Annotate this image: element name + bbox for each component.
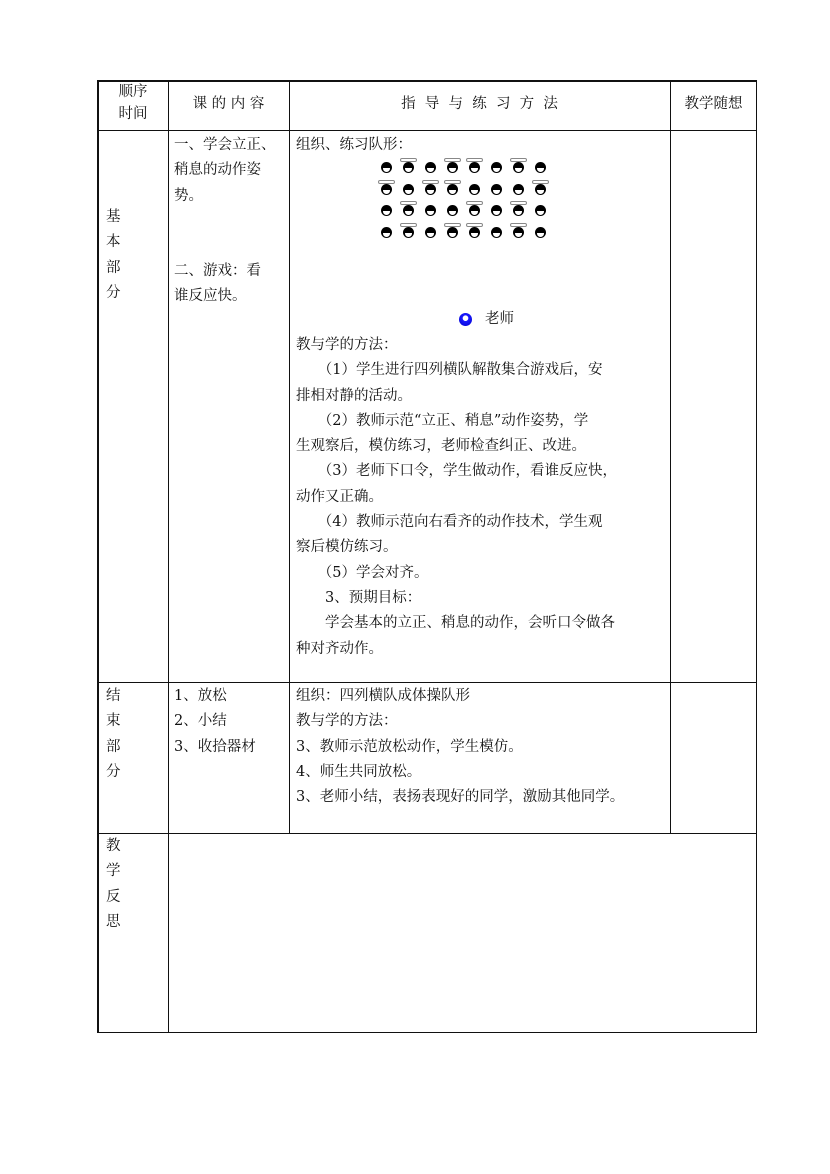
boy-icon [535, 205, 546, 216]
girl-icon [403, 227, 414, 238]
label-char: 部 [106, 259, 121, 276]
boy-icon [425, 227, 436, 238]
boy-icon [491, 184, 502, 195]
label-char: 思 [106, 913, 121, 930]
girl-icon [381, 184, 392, 195]
label-char: 教 [106, 838, 121, 854]
boy-icon [535, 162, 546, 173]
girl-icon [513, 227, 524, 238]
girl-icon [403, 162, 414, 173]
divider [168, 82, 169, 833]
girl-icon [447, 184, 458, 195]
girl-icon [469, 205, 480, 216]
method-line: 3、教师示范放松动作，学生模仿。 [296, 738, 523, 755]
method-line: 排相对静的活动。 [296, 387, 412, 404]
boy-icon [491, 227, 502, 238]
end-content [174, 684, 256, 760]
method-line: 动作又正确。 [296, 488, 383, 505]
boy-icon [403, 184, 414, 195]
basic-methods [296, 333, 617, 662]
header-text: 顺序 [118, 84, 148, 100]
label-char: 反 [106, 888, 121, 905]
header-order-time [99, 81, 167, 125]
content-line: 二、游戏：看 [174, 262, 261, 279]
header-text: 时间 [118, 106, 148, 122]
girl-icon [469, 227, 480, 238]
content-line: 3、收拾器材 [174, 738, 256, 755]
boy-icon [381, 227, 392, 238]
method-line: 教与学的方法： [296, 337, 398, 353]
basic-content [174, 133, 276, 309]
divider [168, 833, 169, 1033]
divider [289, 82, 290, 833]
girl-icon [447, 227, 458, 238]
teacher-label: 老师 [485, 311, 514, 327]
label-char: 分 [106, 284, 121, 301]
method-line: 学会基本的立正、稍息的动作，会听口令做各 [296, 615, 615, 632]
boy-icon [491, 162, 502, 173]
boy-icon [425, 205, 436, 216]
boy-icon [381, 162, 392, 173]
divider [670, 82, 671, 833]
method-line: 生观察后，模仿练习，老师检查纠正、改进。 [296, 438, 586, 455]
method-line: 种对齐动作。 [296, 640, 383, 657]
divider [99, 682, 756, 683]
content-line: 一、学会立正、 [174, 137, 276, 153]
header-content: 课 的 内 容 [192, 96, 265, 112]
section-label-reflection [106, 834, 121, 935]
label-char: 部 [106, 738, 121, 755]
method-line: （2）教师示范“立正、稍息”动作姿势，学 [296, 412, 589, 429]
boy-icon [447, 205, 458, 216]
divider [99, 130, 756, 131]
girl-icon [425, 184, 436, 195]
method-line: （5）学会对齐。 [296, 564, 429, 581]
boy-icon [469, 184, 480, 195]
content-line: 2、小结 [174, 713, 227, 730]
header-notes: 教学随想 [684, 96, 743, 112]
method-line: 3、预期目标： [296, 589, 422, 606]
method-line: 察后模仿练习。 [296, 539, 398, 556]
label-char: 本 [106, 234, 121, 251]
girl-icon [535, 184, 546, 195]
label-char: 结 [106, 688, 121, 704]
method-line: 组织：四列横队成体操队形 [296, 688, 470, 704]
boy-icon [535, 227, 546, 238]
method-line: 3、老师小结，表扬表现好的同学，激励其他同学。 [296, 789, 625, 806]
method-line: 教与学的方法： [296, 713, 398, 730]
girl-icon [403, 205, 414, 216]
boy-icon [425, 162, 436, 173]
boy-icon [513, 184, 524, 195]
girl-icon [513, 205, 524, 216]
method-line: （4）教师示范向右看齐的动作技术，学生观 [296, 514, 603, 531]
method-line: （1）学生进行四列横队解散集合游戏后，安 [296, 362, 603, 379]
content-line: 1、放松 [174, 688, 227, 704]
label-char: 束 [106, 713, 121, 730]
content-line: 谁反应快。 [174, 288, 247, 305]
section-label-end [106, 684, 121, 785]
end-methods [296, 684, 624, 810]
section-label-basic [106, 205, 121, 306]
method-line: （3）老师下口令，学生做动作，看谁反应快， [296, 463, 617, 480]
divider [99, 833, 756, 834]
boy-icon [491, 205, 502, 216]
teacher-icon [459, 313, 472, 326]
content-line: 稍息的动作姿 [174, 162, 261, 179]
method-line: 4、师生共同放松。 [296, 763, 422, 780]
boy-icon [381, 205, 392, 216]
formation-label: 组织、练习队形： [296, 137, 412, 153]
label-char: 分 [106, 763, 121, 780]
label-char: 基 [106, 209, 121, 225]
label-char: 学 [106, 863, 121, 880]
header-methods: 指 导 与 练 习 方 法 [401, 96, 558, 112]
girl-icon [513, 162, 524, 173]
girl-icon [447, 162, 458, 173]
girl-icon [469, 162, 480, 173]
content-line: 势。 [174, 187, 203, 204]
